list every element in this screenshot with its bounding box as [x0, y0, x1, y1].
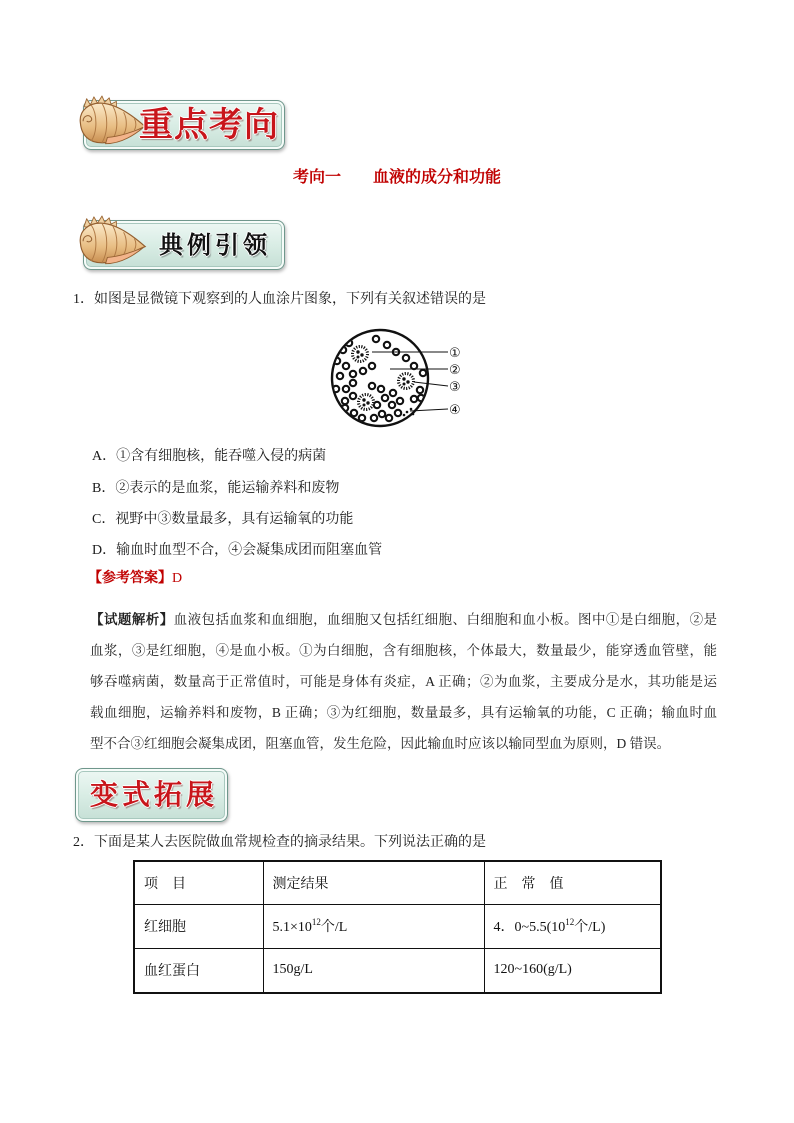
table-cell-item: 血红蛋白	[134, 948, 263, 993]
platelet	[410, 408, 413, 411]
analysis-line: 型不合③红细胞会凝集成团，阻塞血管，发生危险，因此输血时应该以输同型血为原则，D 错误。	[90, 736, 671, 751]
red-blood-cell	[397, 398, 403, 404]
analysis-line: 血浆，③是红细胞，④是血小板。①为白细胞，含有细胞核，个体最大，数量最少，能穿透血管壁，能	[90, 643, 717, 658]
option-letter: D．	[92, 543, 117, 558]
red-blood-cell	[411, 363, 417, 369]
analysis-line	[90, 604, 717, 635]
option-text: ②表示的是血浆，能运输养料和废物	[115, 481, 340, 496]
banner-key-direction	[75, 92, 287, 154]
red-blood-cell	[351, 410, 357, 416]
table-cell-result	[263, 904, 484, 948]
red-blood-cell	[395, 410, 401, 416]
question-number: 2．	[73, 835, 94, 850]
red-blood-cell	[386, 415, 392, 421]
question-text: 下面是某人去医院做血常规检查的摘录结果。下列说法正确的是	[94, 835, 486, 850]
red-blood-cell	[403, 355, 409, 361]
red-blood-cell	[411, 396, 417, 402]
analysis-label: 【试题解析】	[90, 612, 174, 627]
red-blood-cell	[382, 395, 388, 401]
red-blood-cell	[350, 380, 356, 386]
red-blood-cell	[371, 415, 377, 421]
red-blood-cell	[360, 368, 366, 374]
red-blood-cell	[369, 383, 375, 389]
table-cell-result: 150g/L	[263, 948, 484, 993]
platelet	[406, 411, 409, 414]
red-blood-cell	[337, 373, 343, 379]
figure-label-2: ②	[449, 363, 461, 378]
option-text: 视野中③数量最多，具有运输氧的功能	[115, 512, 354, 527]
value-base: 4．0~5.5(10	[493, 920, 566, 935]
option-text: 输血时血型不合，④会凝集成团而阻塞血管	[116, 543, 383, 558]
red-blood-cell	[417, 387, 423, 393]
figure-label-1: ①	[449, 346, 461, 361]
white-blood-cell	[353, 347, 368, 362]
value-unit: 个/L)	[574, 920, 606, 935]
analysis-line: 载血细胞，运输养料和废物，B 正确；③为红细胞，数量最多，具有运输氧的功能，C 正确；输血时血	[90, 705, 717, 720]
red-blood-cell	[420, 370, 426, 376]
option-text: ①含有细胞核，能吞噬入侵的病菌	[116, 449, 327, 464]
conch-shell-icon	[75, 214, 147, 272]
red-blood-cell	[373, 336, 379, 342]
option-d	[92, 541, 382, 561]
conch-shell-icon	[75, 94, 147, 152]
platelet	[412, 413, 415, 416]
red-blood-cell	[350, 371, 356, 377]
white-blood-cell	[359, 395, 374, 410]
red-blood-cell	[369, 363, 375, 369]
red-blood-cell	[343, 363, 349, 369]
red-blood-cell	[379, 411, 385, 417]
option-a	[92, 447, 326, 467]
question-number: 1．	[73, 292, 94, 307]
option-c	[92, 510, 353, 530]
table-cell-item: 红细胞	[134, 904, 263, 948]
question-text: 如图是显微镜下观察到的人血涂片图象，下列有关叙述错误的是	[94, 292, 486, 307]
option-letter: B．	[92, 481, 116, 496]
option-letter: A．	[92, 449, 117, 464]
red-blood-cell	[389, 402, 395, 408]
table-cell-normal	[484, 904, 661, 948]
reference-answer	[88, 569, 182, 589]
white-blood-cell	[399, 374, 414, 389]
figure-label-3: ③	[449, 380, 461, 395]
banner-title: 重点考向	[139, 105, 279, 145]
value-exponent: 12	[311, 917, 321, 927]
table-row	[134, 948, 661, 993]
red-blood-cell	[378, 386, 384, 392]
figure-label-4: ④	[449, 403, 461, 418]
banner-title: 典例引领	[159, 230, 271, 259]
banner-example	[75, 212, 287, 274]
table-header-cell: 正 常 值	[484, 861, 661, 904]
answer-label: 【参考答案】	[88, 571, 172, 586]
question-1-stem	[73, 290, 486, 310]
table-header-cell: 测定结果	[263, 861, 484, 904]
section-title: 考向一 血液的成分和功能	[292, 169, 501, 186]
analysis-paragraph	[90, 604, 717, 759]
blood-smear-figure	[322, 322, 482, 434]
platelet	[403, 414, 406, 417]
option-b	[92, 479, 339, 499]
value-unit: 个/L	[320, 920, 348, 935]
value-base: 5.1×10	[272, 920, 312, 935]
red-blood-cell	[359, 415, 365, 421]
analysis-line: 够吞噬病菌，数量高于正常值时，可能是身体有炎症，A 正确；②为血浆，主要成分是水，其功能是运	[90, 674, 717, 689]
red-blood-cell	[384, 342, 390, 348]
table-cell-normal: 120~160(g/L)	[484, 948, 661, 993]
red-blood-cell	[350, 393, 356, 399]
blood-test-table	[133, 860, 662, 994]
banner-title: 变式拓展	[90, 778, 219, 811]
banner-variant	[75, 768, 228, 822]
value-exponent: 12	[565, 917, 575, 927]
question-2-stem	[73, 833, 486, 853]
option-letter: C．	[92, 512, 116, 527]
answer-value: D	[172, 571, 183, 586]
analysis-text: 血液包括血浆和血细胞，血细胞又包括红细胞、白细胞和血小板。图中①是白细胞，②是	[173, 612, 718, 627]
red-blood-cell	[342, 398, 348, 404]
red-blood-cell	[390, 390, 396, 396]
red-blood-cell	[343, 386, 349, 392]
table-row	[134, 904, 661, 948]
table-header-cell: 项 目	[134, 861, 263, 904]
table-header-row	[134, 861, 661, 904]
